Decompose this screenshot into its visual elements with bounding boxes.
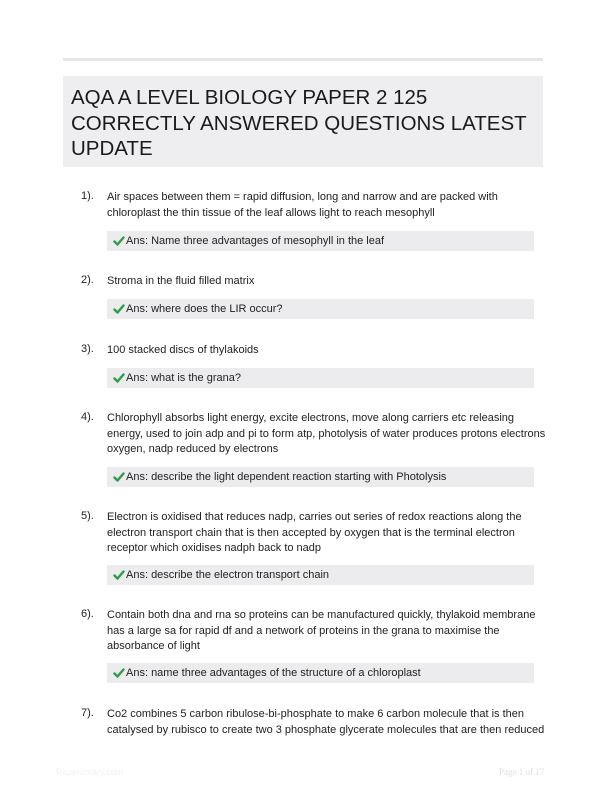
answer-box xyxy=(107,565,534,585)
question-text: Electron is oxidised that reduces nadp, carries out series of redox reactions along the xyxy=(107,511,522,523)
question-text: absorbance of light xyxy=(107,640,200,652)
question-number: 7). xyxy=(81,707,94,719)
answer-text: Ans: what is the grana? xyxy=(126,372,241,384)
question-text: has a large sa for rapid df and a network of proteins in the grana to maximise the xyxy=(107,624,500,637)
question-text: energy, used to join adp and pi to form atp, photolysis of water produces protons electrons xyxy=(107,427,546,440)
check-icon xyxy=(113,372,125,384)
document-title-line: AQA A LEVEL BIOLOGY PAPER 2 125 xyxy=(71,86,428,109)
question-text: receptor which oxidises nadph back to nadp xyxy=(107,542,322,554)
check-icon xyxy=(113,471,125,483)
check-icon xyxy=(113,667,125,679)
question-number: 5). xyxy=(81,510,94,522)
check-icon xyxy=(113,303,125,315)
document-title-block xyxy=(63,76,543,167)
question-number: 6). xyxy=(81,608,94,620)
question-text: chloroplast the thin tissue of the leaf allows light to reach mesophyll xyxy=(107,206,435,219)
answer-text: Ans: Name three advantages of mesophyll in the leaf xyxy=(126,235,385,247)
answer-text: Ans: describe the electron transport chain xyxy=(126,569,330,581)
question-text: Co2 combines 5 carbon ribulose-bi-phosphate to make 6 carbon molecule that is then xyxy=(107,708,525,720)
question-text: Contain both dna and rna so proteins can be manufactured quickly, thylakoid membrane xyxy=(107,609,536,621)
question-text: electron transport chain that is then accepted by oxygen that is the terminal electron xyxy=(107,526,515,539)
question-number: 4). xyxy=(81,411,94,423)
footer-watermark: Paperlibrary.com xyxy=(56,767,124,777)
check-icon xyxy=(113,569,125,581)
question-number: 2). xyxy=(81,274,94,286)
answer-box xyxy=(107,467,534,487)
top-divider xyxy=(63,58,543,61)
question-text: 100 stacked discs of thylakoids xyxy=(107,344,259,356)
question-text: Chlorophyll absorbs light energy, excite electrons, move along carriers etc releasing xyxy=(107,412,514,424)
question-number: 3). xyxy=(81,343,94,355)
page-number: Page 1 of 17 xyxy=(499,767,545,777)
answer-box xyxy=(107,663,534,683)
check-icon xyxy=(113,235,125,247)
answer-box xyxy=(107,368,534,388)
answer-box xyxy=(107,231,534,251)
answer-box xyxy=(107,299,534,319)
answer-text: Ans: name three advantages of the structure of a chloroplast xyxy=(126,667,421,679)
answer-text: Ans: describe the light dependent reaction starting with Photolysis xyxy=(126,471,447,483)
question-text: Stroma in the fluid filled matrix xyxy=(107,275,255,287)
document-title-line: UPDATE xyxy=(71,137,153,160)
question-number: 1). xyxy=(81,190,94,202)
question-text: catalysed by rubisco to create two 3 phosphate glycerate molecules that are then reduced xyxy=(107,723,545,736)
answer-text: Ans: where does the LIR occur? xyxy=(126,303,283,315)
question-text: oxygen, nadp reduced by electrons xyxy=(107,443,279,455)
document-title-line: CORRECTLY ANSWERED QUESTIONS LATEST xyxy=(71,111,527,135)
question-text: Air spaces between them = rapid diffusion, long and narrow and are packed with xyxy=(107,191,498,203)
